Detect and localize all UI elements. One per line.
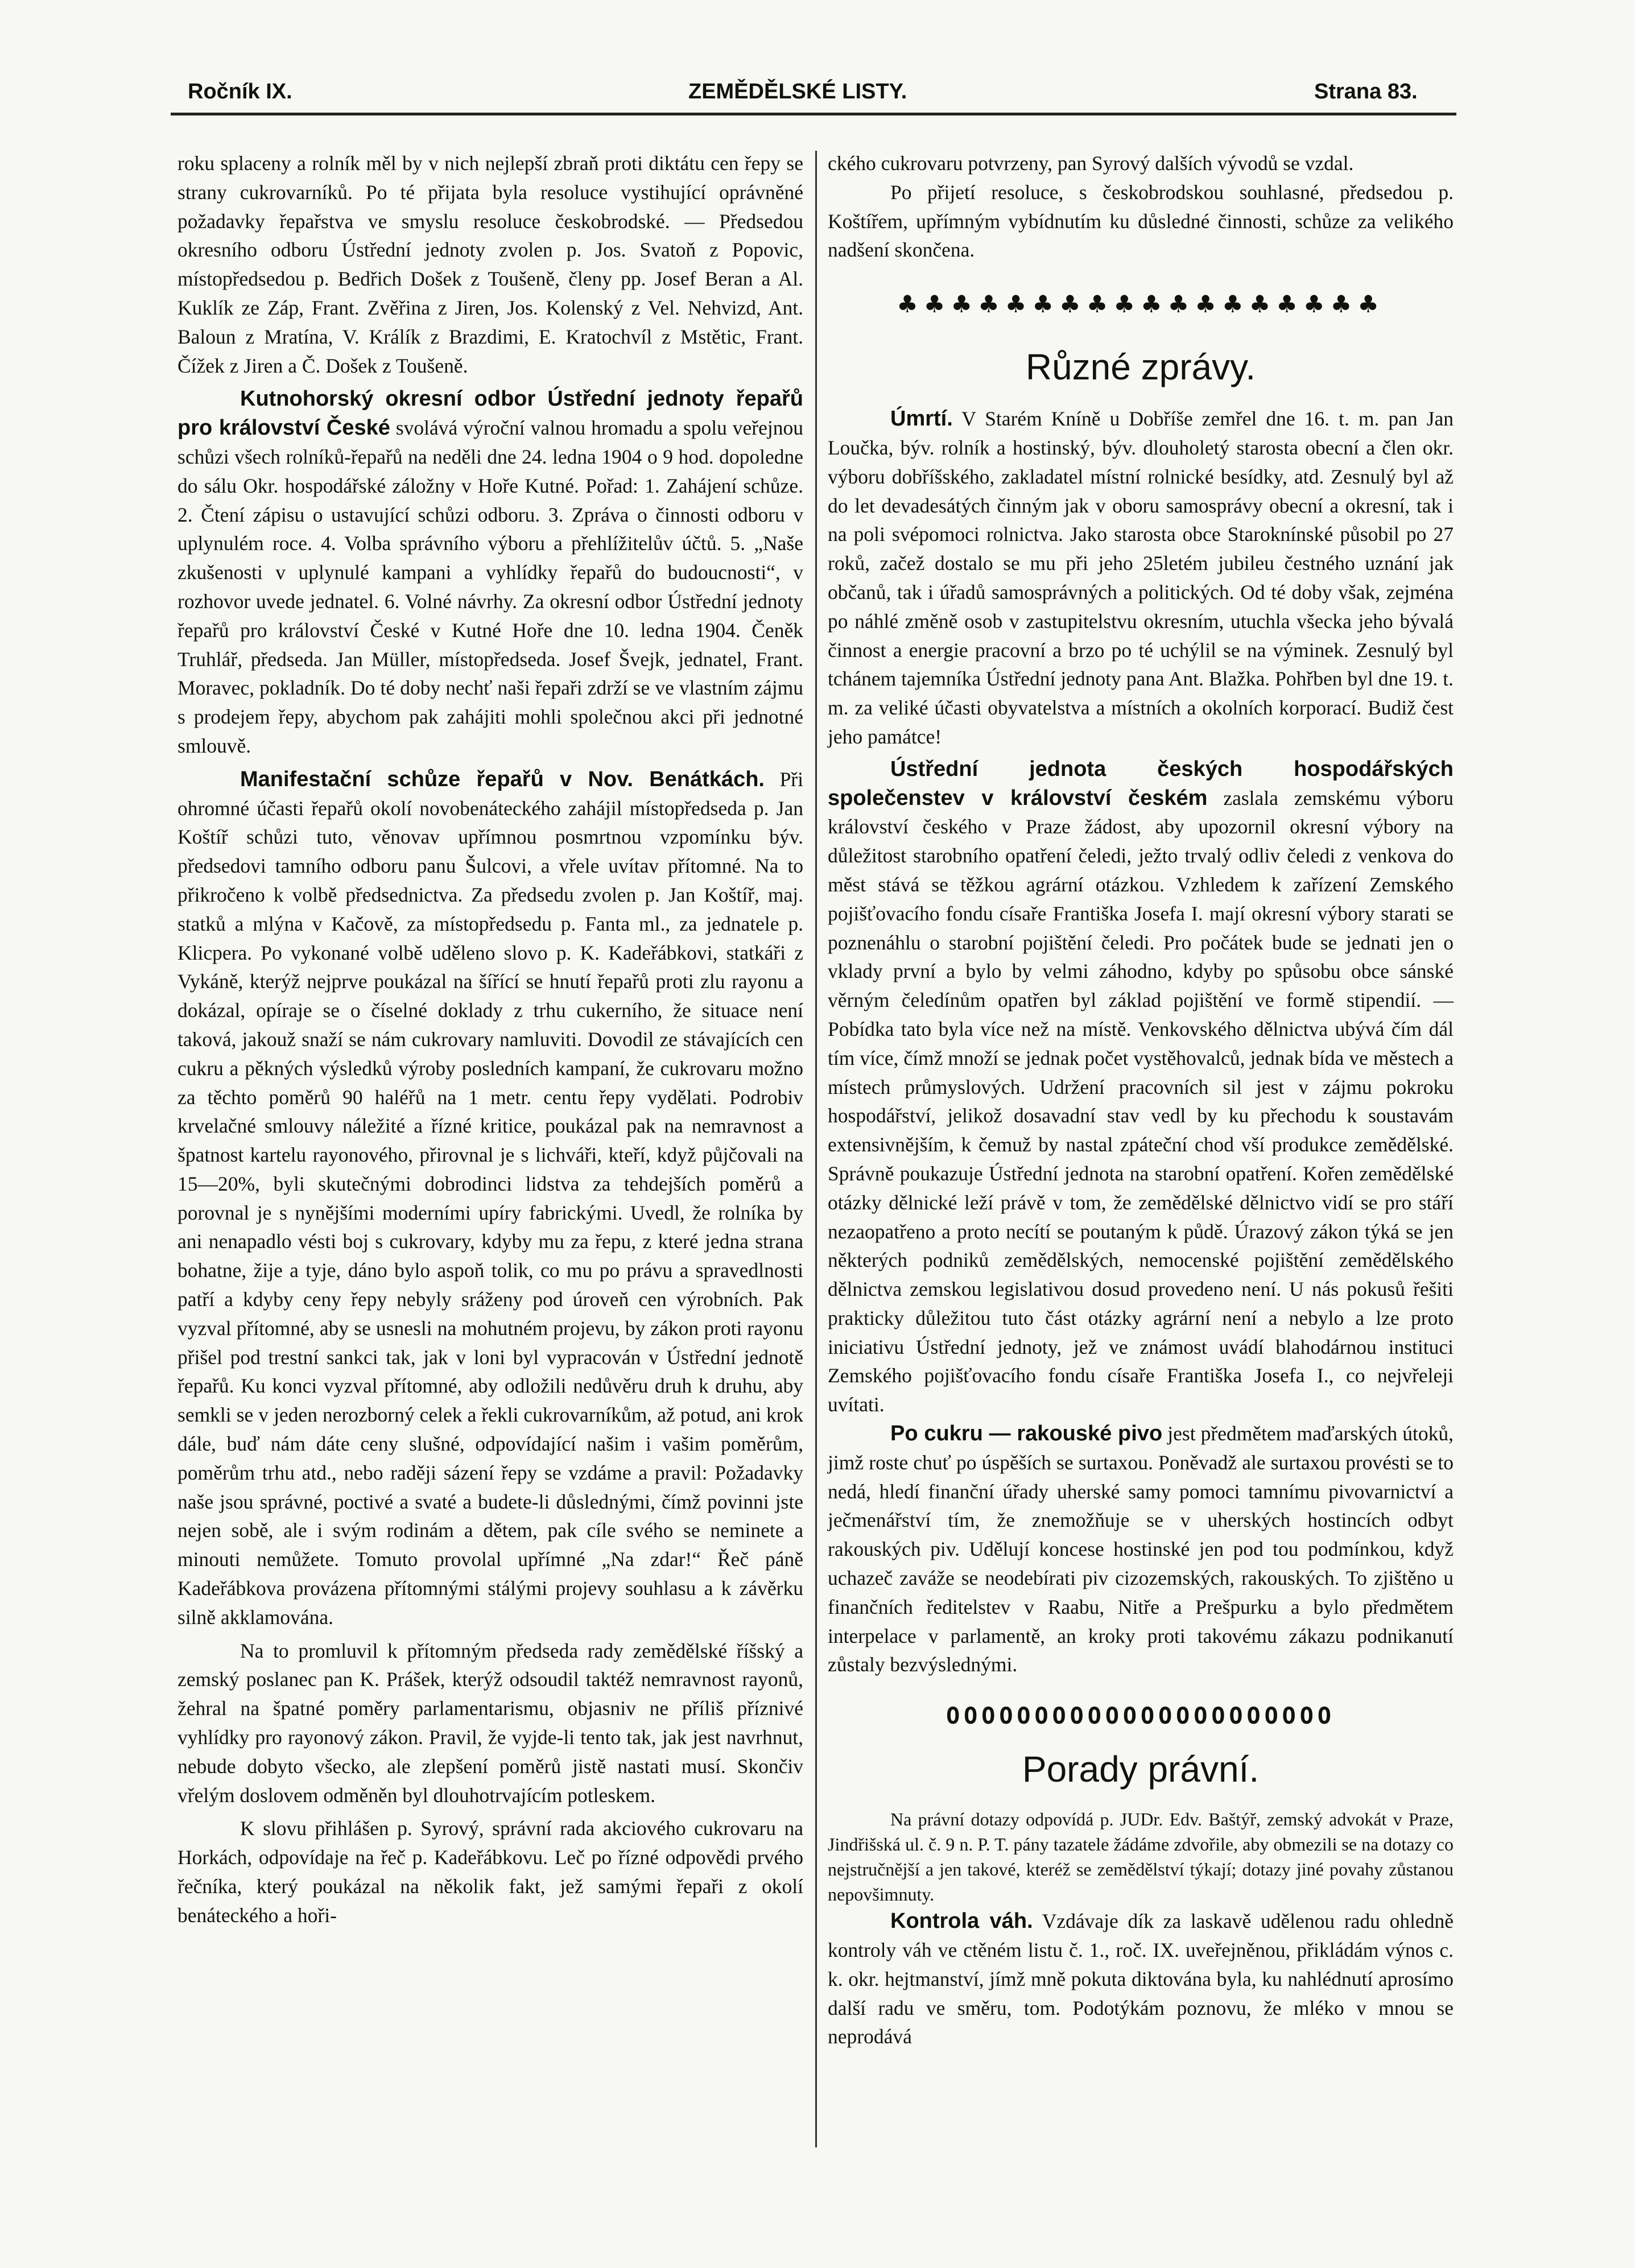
right-paragraph-jednota bbox=[828, 755, 1454, 1419]
right-paragraph-porady: Na právní dotazy odpovídá p. JUDr. Edv. Baštýř, zemský advokát v Praze, Jindřišská ul. č. 9 n. P. T. pány tazatele žádáme zdvořile, aby obmezili se na dotazy co nejstručnější a jen takové, kteréž se zemědělství týkají; dotazy jiné povahy zůstanou nepovšimnuty. bbox=[828, 1809, 1454, 1905]
left-paragraph-5: K slovu přihlášen p. Syrový, správní rada akciového cukrovaru na Horkách, odpovídaje na řeč p. Kadeřábkovu. Leč po řízné odpovědi prvého řečníka, který poukázal na několik fakt, jež samými řepaři z okolí benáteckého a hoři- bbox=[177, 1817, 803, 1927]
left-paragraph-3 bbox=[177, 765, 803, 1632]
right-column bbox=[828, 149, 1454, 2051]
kutnohorsky-lead: Kutnohorský okresní odbor Ústřední jednoty řepařů pro království České bbox=[177, 387, 803, 440]
kontrola-lead: Kontrola váh. bbox=[890, 1909, 1033, 1934]
right-paragraph-kontrola bbox=[828, 1907, 1454, 2051]
umrti-text: V Starém Kníně u Dobříše zemřel dne 16. t. m. pan Jan Loučka, býv. rolník a hostinský, býv. dlouholetý starosta obecní a člen okr. výboru dobříšského, zakladatel místní rolnické besídky, atd. Zesnulý byl až do let devadesátých činným jak v oboru samosprávy obecní a okresní, tak i na poli svépomoci rolnictva. Jako starosta obce Staroknínské působil po 27 roků, začež dostalo se mu při jeho 25letém jubileu čestného uznání jak občanů, tak i úřadů samosprávných a politických. Od té doby však, zejména po náhlé změně osob v zastupitelstvu okresním, utuchla všecka jeho bývalá činnost a energie pracovní a brzo po té uchýlil se na výminek. Zesnulý byl tchánem tajemníka Ústřední jednoty pana Ant. Blažka. Pohřben byl dne 19. t. m. za veliké účasti obyvatelstva a místních a okolních korporací. Budiž čest jeho památce! bbox=[828, 407, 1454, 748]
ornament-divider-2: OOOOOOOOOOOOOOOOOOOOOO bbox=[946, 1703, 1335, 1730]
right-paragraph-umrti bbox=[828, 404, 1454, 751]
manifestacni-text: Při ohromné účasti řepařů okolí novobenáteckého zahájil místopředseda p. Jan Koštíř schůzi tuto, věnovav upřímnou posmrtnou vzpomínku býv. předsedovi tamního odboru panu Šulcovi, a vřele uvítav přítomné. Na to přikročeno k volbě předsednictva. Za předsedu zvolen p. Jan Koštíř, maj. statků a mlýna v Kačově, za místopředsedu p. Fanta ml., za jednatele p. Klicpera. Po vykonané volbě uděleno slovo p. K. Kadeřábkovi, statkáři z Vykáně, kterýž nejprve poukázal na šířící se hnutí řepařů proti zlu rayonu a dokázal, opíraje se o číselné doklady z trhu cukerního, že situace není taková, jakouž snaží se nám cukrovary namluviti. Dovodil ze stávajících cen cukru a pěkných výsledků výroby posledních kampaní, že cukrovaru možno za těchto poměrů 90 haléřů na 1 metr. centu řepy vydělati. Podrobiv krvelačné smlouvy náležité a řízné kritice, poukázal pak na nemravnost a špatnost kartelu rayonového, přirovnal je s lichváři, kteří, když půjčovali na 15—20%, byli skutečnými dobrodinci lidstva za tehdejších poměrů a porovnal je s nynějšími moderními upíry fabrickými. Uvedl, že rolníka by ani nenapadlo vésti boj s cukrovary, kdyby mu za řepu, z které jedna strana bohatne, žije a tyje, dáno bylo aspoň tolik, co mu po právu a spravedlnosti patří a kdyby ceny řepy nebyly sráženy pod úroveň cen výrobních. Pak vyzval přítomné, aby se usnesli na mohutném projevu, by zákon proti rayonu přišel pod trestní sankci tak, jak v loni byl vypracován v Ústřední jednotě řepařů. Ku konci vyzval přítomné, aby odložili nedůvěru druh k druhu, aby semkli se v jeden nerozborný celek a řekli cukrovarníkům, až potud, ani krok dále, buď nám dáte ceny slušné, odpovídající našim i vašim poměrům, poměrům trhu atd., nebo raději sázení řepy se vzdáme a pravil: Požadavky naše jsou správné, poctivé a svaté a budete-li důslednými, čímž povinni jste nejen sobě, ale i svým rodinám a dětem, pak cíle svého se neminete a minouti nemůžete. Tomuto provolal upřímné „Na zdar!“ Řeč páně Kadeřábkova provázena přítomnými stálými projevy souhlasu a k závěrku silně akklamována. bbox=[177, 767, 803, 1629]
volume-label: Ročník IX. bbox=[188, 80, 292, 104]
column-divider bbox=[815, 151, 817, 2147]
header-rule bbox=[171, 113, 1456, 115]
umrti-lead: Úmrtí. bbox=[890, 407, 953, 431]
section-title-ruzne-zpravy: Různé zprávy. bbox=[1025, 346, 1256, 388]
page-header bbox=[188, 80, 1439, 114]
page-number: Strana 83. bbox=[1314, 80, 1418, 104]
jednota-text: zaslala zemskému výboru království českého v Praze žádost, aby upozornil okresní výbory na důležitost starobního opatření čeledi, ježto trvalý odliv čeledi z venkova do měst stává se těžkou agrární otázkou. Vzhledem k zařízení Zemského pojišťovacího fondu císaře Františka Josefa I. mají okresní výbory starati se poznenáhlu o starobní pojištění čeledi. Pro počátek bude se jednati jen o vklady první a bylo by velmi záhodno, kdyby po spůsobu obce sánské věrným čeledínům opatřen byl základ pojištění ve formě stipendií. — Pobídka tato byla více než na místě. Venkovského dělnictva ubývá čím dál tím více, čímž množí se jednak počet vystěhovalců, jednak bída ve městech a místech průmyslových. Udržení pracovních sil jest v zájmu pokroku hospodářství, jelikož dosavadní stav vedl by ku přechodu k soustavám extensivnějším, k čemuž by nastal zpáteční chod vší produkce zemědělské. Správně poukazuje Ústřední jednota na starobní opatření. Kořen zemědělské otázky dělnické leží právě v tom, že zemědělské dělnictvo vidí se pro stáří nezaopatřeno a proto necítí se poutaným k půdě. Úrazový zákon týká se jen některých podniků zemědělských, nemocenské pojištění zemědělského dělnictva zemskou legislativou dosud provedeno není. U nás pokusů řešiti prakticky důležitou tuto část otázky agrární není a nebylo a lze proto iniciativu Ústřední jednoty, jež ve známost uvádí blahodárnou instituci Zemského pojišťovacího fondu císaře Františka Josefa I., co nejvřeleji uvítati. bbox=[828, 786, 1454, 1416]
kontrola-text: Vzdávaje dík za laskavě udělenou radu ohledně kontroly váh ve ctěném listu č. 1., roč. IX. uveřejněnou, přikládám výnos c. k. okr. hejtmanství, jímž mně pokuta diktována byla, ku nahlédnutí aprosímo další radu ve směru, tom. Podotýkám poznovu, že mléko v mnou se neprodává bbox=[828, 1910, 1454, 2048]
manifestacni-lead: Manifestační schůze řepařů v Nov. Benátkách. bbox=[240, 767, 765, 791]
kutnohorsky-text: svolává výroční valnou hromadu a spolu veřejnou schůzi všech rolníků-řepařů na neděli dne 24. ledna 1904 o 9 hod. dopoledne do sálu Okr. hospodářské záložny v Hoře Kutné. Pořad: 1. Zahájení schůze. 2. Čtení zápisu o ustavující schůzi odboru. 3. Zpráva o činnosti odboru v uplynulém roce. 4. Volba správního výboru a přehlížitelův účtů. 5. „Naše zkušenosti v uplynulé kampani a vyhlídky řepařů do budoucnosti“, v rozhovor uvede jednatel. 6. Volné návrhy. Za okresní odbor Ústřední jednoty řepařů pro království České v Kutné Hoře dne 10. ledna 1904. Čeněk Truhlář, předseda. Jan Müller, místopředseda. Josef Švejk, jednatel, Frant. Moravec, pokladník. Do té doby nechť naši řepaři zdrží se ve vlastním zájmu s prodejem řepy, abychom pak zahájiti mohli společnou akci při jednotné smlouvě. bbox=[177, 416, 804, 757]
left-column bbox=[177, 149, 803, 1930]
newspaper-title: ZEMĚDĚLSKÉ LISTY. bbox=[688, 80, 907, 104]
ornament-divider-1: ♣♣♣♣♣♣♣♣♣♣♣♣♣♣♣♣♣♣ bbox=[897, 290, 1385, 319]
right-paragraph-pivo bbox=[828, 1419, 1454, 1679]
left-paragraph-2 bbox=[177, 385, 803, 760]
section-title-porady-pravni: Porady právní. bbox=[1022, 1749, 1260, 1790]
left-paragraph-1: roku splaceny a rolník měl by v nich nejlepší zbraň proti diktátu cen řepy se strany cukrovarníků. Po té přijata byla resoluce vystihující oprávněné požadavky řepařstva ve smyslu resoluce českobrodské. — Předsedou okresního odboru Ústřední jednoty zvolen p. Jos. Svatoň z Popovic, místopředsedou p. Bedřich Došek z Toušeně, členy pp. Josef Beran a Al. Kuklík ze Záp, Frant. Zvěřina z Jiren, Jos. Kolenský z Vel. Nehvizd, Ant. Baloun z Mratína, V. Králík z Brazdimi, E. Kratochvíl z Mstětic, Frant. Čížek z Jiren a Č. Došek z Toušeně. bbox=[177, 152, 803, 377]
pivo-text: jest předmětem maďarských útoků, jimž roste chuť po úspěších se surtaxou. Poněvadž ale surtaxou provésti se to nedá, hledí finanční úřady uherské samy pomoci tamnímu pivovarnictví a ječmenářství tím, že znemožňuje se v uherských hostincích odbyt rakouských piv. Udělují koncese hostinské jen pod tou podmínkou, když uchazeč zaváže se neodebírati piv cizozemských, rakouských. To zjištěno u finančních ředitelstev v Raabu, Nitře a Prešpurku a bylo předmětem interpelace v parlamentě, an kroky proti takovému zákazu podnikanutí zůstaly bezvýslednými. bbox=[828, 1422, 1454, 1676]
pivo-lead: Po cukru — rakouské pivo bbox=[890, 1422, 1163, 1446]
right-paragraph-2: Po přijetí resoluce, s českobrodskou souhlasné, předsedou p. Koštířem, upřímným vybídnutím ku důsledné činnosti, schůze za velikého nadšení skončena. bbox=[828, 180, 1454, 262]
left-paragraph-4: Na to promluvil k přítomným předseda rady zemědělské říšský a zemský poslanec pan K. Prášek, kterýž odsoudil taktéž nemravnost rayonů, žehral na špatné poměry parlamentarismu, objasniv ne příliš příznivé vyhlídky pro rayonový zákon. Pravil, že vyjde-li tento tak, jak jest navrhnut, nebude dobyto všecko, ale zlepšení poměrů jistě nastati musí. Skončiv vřelým doslovem odměněn byl dlouhotrvajícím potleskem. bbox=[177, 1639, 803, 1807]
right-paragraph-1: ckého cukrovaru potvrzeny, pan Syrový dalších vývodů se vzdal. bbox=[828, 152, 1354, 175]
jednota-lead: Ústřední jednota českých hospodářských společenstev v království českém bbox=[828, 757, 1454, 810]
